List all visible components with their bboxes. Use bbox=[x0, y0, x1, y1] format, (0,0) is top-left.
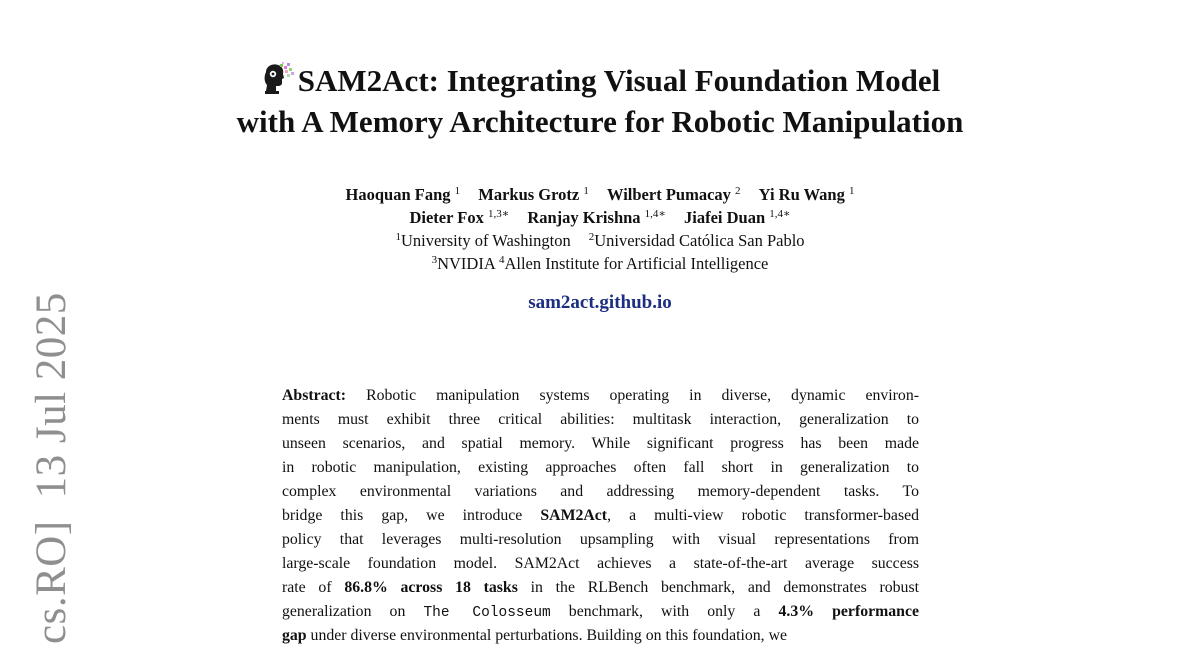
affiliation-line-1: $^1$University of Washington $^2$Universidad Católica San Pablo bbox=[395, 231, 805, 250]
abstract-text: in the RLBench benchmark, and demonstrates robust bbox=[517, 579, 919, 596]
abstract-line bbox=[282, 552, 919, 576]
affiliation-name: NVIDIA bbox=[437, 254, 495, 273]
abstract-line bbox=[282, 456, 919, 480]
title-line-2: with A Memory Architecture for Robotic Manipulation bbox=[236, 104, 964, 139]
author-name: Dieter Fox $^{1,3∗}$ bbox=[409, 208, 510, 227]
abstract-line bbox=[282, 384, 919, 408]
abstract-text: in robotic manipulation, existing approaches often fall short in generalization to bbox=[282, 459, 919, 476]
arxiv-category: cs.RO] bbox=[28, 520, 75, 644]
abstract-label: Abstract: bbox=[282, 387, 347, 404]
author-block bbox=[0, 183, 1200, 275]
title-line-1 bbox=[0, 60, 1200, 101]
author-line-2 bbox=[0, 206, 1200, 229]
abstract-emphasis: gap bbox=[282, 627, 307, 644]
author-name: Haoquan Fang $^1$ bbox=[345, 185, 461, 204]
affiliation-name: Universidad Católica San Pablo bbox=[594, 231, 805, 250]
abstract-emphasis: 4.3% performance bbox=[778, 603, 919, 620]
author-name: Markus Grotz $^1$ bbox=[478, 185, 589, 204]
arxiv-side-stamp bbox=[30, 292, 73, 644]
abstract-line bbox=[282, 432, 919, 456]
abstract-line bbox=[282, 480, 919, 504]
author-name: Wilbert Pumacay $^2$ bbox=[607, 185, 741, 204]
abstract-text: policy that leverages multi-resolution upsampling with visual representations from bbox=[282, 531, 919, 548]
abstract-text: rate of bbox=[282, 579, 345, 596]
author-name: Yi Ru Wang $^1$ bbox=[758, 185, 855, 204]
abstract-line bbox=[282, 624, 919, 648]
paper-title bbox=[0, 60, 1200, 142]
abstract-emphasis: SAM2Act bbox=[540, 507, 608, 524]
abstract-monospace: The Colosseum bbox=[423, 605, 551, 621]
abstract-text: , a multi-view robotic transformer-based bbox=[607, 507, 919, 524]
title-text-1: SAM2Act: Integrating Visual Foundation Model bbox=[297, 63, 941, 98]
abstract-line bbox=[282, 576, 919, 600]
author-line-1 bbox=[0, 183, 1200, 206]
affiliation-name: Allen Institute for Artificial Intelligence bbox=[504, 254, 769, 273]
abstract-text: large-scale foundation model. SAM2Act achieves a state-of-the-art average success bbox=[282, 555, 919, 572]
affiliation-name: University of Washington bbox=[400, 231, 571, 250]
abstract-emphasis: 86.8% across 18 tasks bbox=[344, 579, 518, 596]
robot-head-icon bbox=[260, 62, 298, 96]
abstract-line bbox=[282, 504, 919, 528]
abstract-text: under diverse environmental perturbations. Building on this foundation, we bbox=[306, 627, 787, 644]
abstract-text: unseen scenarios, and spatial memory. While significant progress has been made bbox=[282, 435, 919, 452]
abstract-line bbox=[282, 528, 919, 552]
author-name: Ranjay Krishna $^{1,4∗}$ bbox=[527, 208, 666, 227]
abstract-line bbox=[282, 408, 919, 432]
abstract-text: complex environmental variations and addressing memory-dependent tasks. To bbox=[282, 483, 919, 500]
abstract-text: ments must exhibit three critical abilities: multitask interaction, generalization to bbox=[282, 411, 919, 428]
abstract-text: Robotic manipulation systems operating in diverse, dynamic environ- bbox=[366, 387, 919, 404]
abstract-text: bridge this gap, we introduce bbox=[282, 507, 541, 524]
abstract-text: generalization on bbox=[282, 603, 424, 620]
arxiv-date: 13 Jul 2025 bbox=[28, 292, 75, 499]
affiliation-line-2: $^3$NVIDIA $^4$Allen Institute for Artificial Intelligence bbox=[431, 254, 769, 273]
project-website-link[interactable]: sam2act.github.io bbox=[528, 292, 672, 313]
abstract-section bbox=[282, 384, 919, 648]
author-name: Jiafei Duan $^{1,4∗}$ bbox=[684, 208, 791, 227]
abstract-line bbox=[282, 600, 919, 624]
abstract-text: benchmark, with only a bbox=[550, 603, 779, 620]
